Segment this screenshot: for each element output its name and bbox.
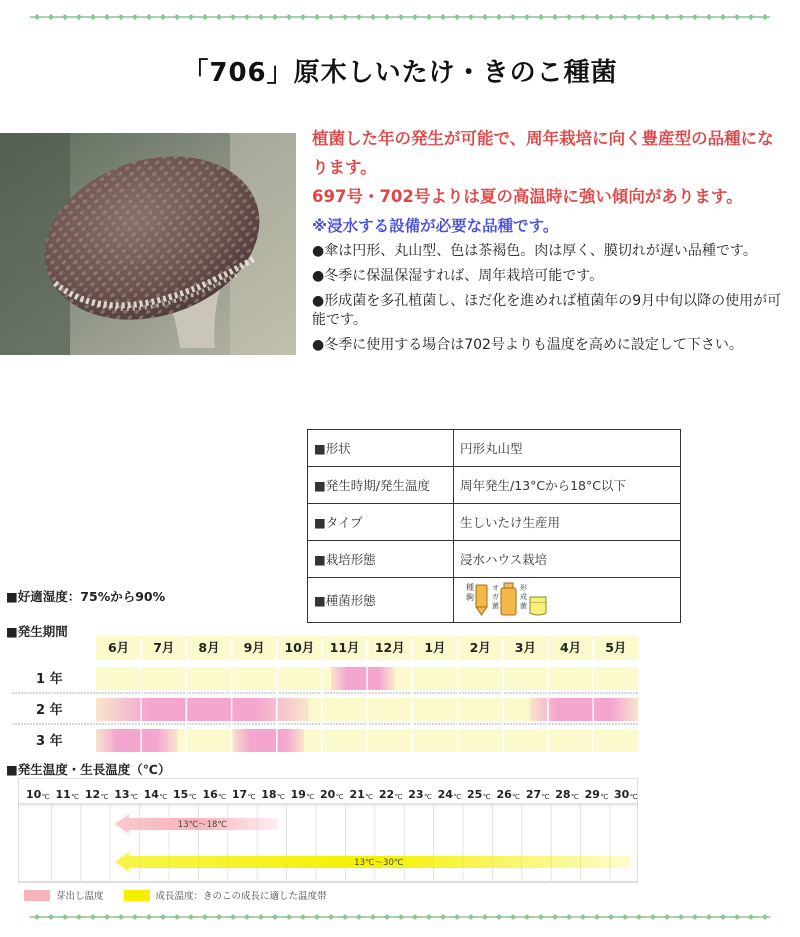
diamond-ornament	[482, 14, 488, 20]
svg-text:オ: オ	[492, 583, 499, 592]
diamond-ornament	[524, 14, 530, 20]
mushroom-photo	[0, 133, 296, 355]
month-label: 11月	[329, 640, 360, 655]
month-label: 6月	[107, 640, 130, 655]
temperature-unit: ℃	[41, 793, 50, 801]
diamond-ornament	[440, 14, 446, 20]
diamond-ornament	[636, 914, 642, 920]
feature-bullet: ●形成菌を多孔植菌し、ほだ化を進めれば植菌年の9月中旬以降の使用が可能です。	[312, 293, 782, 328]
temperature-unit: ℃	[276, 793, 285, 801]
diamond-ornament	[118, 914, 124, 920]
temperature-unit: ℃	[394, 793, 403, 801]
temperature-tick: 20	[320, 788, 336, 801]
diamond-ornament	[216, 14, 222, 20]
temperature-tick: 16	[202, 788, 218, 801]
range-label: 13℃〜18℃	[177, 820, 228, 830]
table-row	[308, 467, 681, 504]
diamond-ornament	[230, 14, 236, 20]
temperature-tick: 27	[525, 788, 542, 801]
diamond-ornament	[594, 914, 600, 920]
diamond-ornament	[272, 914, 278, 920]
diamond-ornament	[230, 914, 236, 920]
diamond-ornament	[412, 14, 418, 20]
diamond-ornament	[580, 14, 586, 20]
range-label: 13℃〜30℃	[354, 858, 404, 868]
diamond-ornament	[468, 14, 474, 20]
diamond-ornament	[48, 14, 54, 20]
diamond-ornament	[734, 14, 740, 20]
spec-key: ■形状	[308, 430, 454, 467]
diamond-ornament	[524, 914, 530, 920]
diamond-ornament	[692, 14, 698, 20]
diamond-ornament	[174, 914, 180, 920]
page-title: 「706」原木しいたけ・きのこ種菌	[182, 58, 618, 88]
diamond-ornament	[468, 914, 474, 920]
diamond-ornament	[216, 914, 222, 920]
temperature-unit: ℃	[159, 793, 168, 801]
temperature-unit: ℃	[541, 793, 550, 801]
diamond-ornament	[510, 14, 516, 20]
diamond-ornament	[34, 14, 40, 20]
svg-text:種: 種	[466, 582, 474, 592]
diamond-ornament	[188, 14, 194, 20]
diamond-ornament	[398, 14, 404, 20]
temperature-tick: 29	[584, 788, 600, 801]
decorative-border-bottom	[30, 912, 770, 922]
diamond-ornament	[510, 914, 516, 920]
temperature-unit: ℃	[100, 793, 109, 801]
temperature-unit: ℃	[129, 793, 138, 801]
diamond-ornament	[328, 914, 334, 920]
temperature-unit: ℃	[600, 793, 609, 801]
feature-bullet: ●傘は円形、丸山型、色は茶褐色。肉は厚く、膜切れが遅い品種です。	[312, 243, 757, 259]
temperature-tick: 21	[349, 788, 365, 801]
diamond-ornament	[132, 914, 138, 920]
spec-value: 周年発生/13°Cから18°C以下	[454, 467, 681, 504]
spec-value: 浸水ハウス栽培	[454, 541, 681, 578]
temperature-tick: 17	[231, 788, 248, 801]
diamond-ornament	[286, 914, 292, 920]
legend-label: 芽出し温度	[56, 891, 104, 902]
temperature-section-label: ■発生温度・生長温度（℃）	[6, 762, 171, 777]
fruiting-period-bar	[530, 698, 638, 721]
diamond-ornament	[580, 914, 586, 920]
diamond-ornament	[678, 914, 684, 920]
diamond-ornament	[90, 14, 96, 20]
diamond-ornament	[160, 14, 166, 20]
temperature-tick: 28	[555, 788, 571, 801]
diamond-ornament	[370, 914, 376, 920]
feature-bullet: ●冬季に保温保湿すれば、周年栽培可能です。	[312, 268, 604, 284]
diamond-ornament	[706, 914, 712, 920]
temperature-unit: ℃	[71, 793, 80, 801]
diamond-ornament	[272, 14, 278, 20]
table-row	[308, 430, 681, 467]
diamond-ornament	[440, 914, 446, 920]
temperature-tick: 15	[173, 788, 189, 801]
diamond-ornament	[608, 14, 614, 20]
diamond-ornament	[76, 914, 82, 920]
temperature-tick: 13	[114, 788, 130, 801]
spec-key: ■栽培形態	[308, 541, 454, 578]
svg-text:駒: 駒	[466, 592, 474, 602]
diamond-ornament	[146, 14, 152, 20]
legend-swatch-fruiting	[24, 890, 50, 901]
diamond-ornament	[566, 14, 572, 20]
diamond-ornament	[76, 14, 82, 20]
diamond-ornament	[412, 914, 418, 920]
diamond-ornament	[706, 14, 712, 20]
spec-table	[307, 429, 681, 623]
diamond-ornament	[62, 914, 68, 920]
spec-value	[454, 578, 681, 623]
diamond-ornament	[244, 914, 250, 920]
description	[312, 124, 782, 355]
diamond-ornament	[720, 14, 726, 20]
spawn-form-icons	[460, 579, 570, 619]
spec-key: ■発生時期/発生温度	[308, 467, 454, 504]
temperature-unit: ℃	[423, 793, 432, 801]
diamond-ornament	[650, 914, 656, 920]
month-label: 4月	[559, 640, 582, 655]
spec-value: 生しいたけ生産用	[454, 504, 681, 541]
diamond-ornament	[370, 14, 376, 20]
diamond-ornament	[244, 14, 250, 20]
fruiting-period-chart	[12, 636, 640, 754]
diamond-ornament	[258, 14, 264, 20]
diamond-ornament	[384, 914, 390, 920]
svg-text:菌: 菌	[520, 601, 527, 610]
diamond-ornament	[538, 914, 544, 920]
month-label: 8月	[198, 640, 220, 655]
temperature-tick: 25	[467, 788, 483, 801]
diamond-ornament	[454, 914, 460, 920]
temperature-legend	[24, 888, 327, 902]
table-row	[308, 504, 681, 541]
decorative-border-top	[30, 12, 770, 22]
diamond-ornament	[62, 14, 68, 20]
diamond-ornament	[132, 14, 138, 20]
temperature-tick: 26	[496, 788, 512, 801]
temperature-tick: 12	[84, 788, 101, 801]
temperature-unit: ℃	[218, 793, 227, 801]
diamond-ornament	[608, 914, 614, 920]
diamond-ornament	[622, 914, 628, 920]
month-label: 10月	[284, 640, 315, 655]
diamond-ornament	[104, 14, 110, 20]
diamond-ornament	[720, 914, 726, 920]
month-label: 5月	[605, 640, 627, 655]
diamond-ornament	[314, 914, 320, 920]
temperature-unit: ℃	[453, 793, 462, 801]
temperature-unit: ℃	[570, 793, 579, 801]
diamond-ornament	[678, 14, 684, 20]
temperature-unit: ℃	[335, 793, 344, 801]
diamond-ornament	[314, 14, 320, 20]
temperature-tick: 14	[143, 788, 159, 801]
diamond-ornament	[104, 914, 110, 920]
diamond-ornament	[202, 914, 208, 920]
legend-swatch-growth	[124, 890, 150, 901]
diamond-ornament	[356, 914, 362, 920]
svg-text:ガ: ガ	[492, 592, 499, 601]
diamond-ornament	[762, 14, 768, 20]
diamond-ornament	[566, 914, 572, 920]
year-label: 2 年	[36, 703, 63, 718]
year-label: 1 年	[36, 672, 63, 687]
diamond-ornament	[748, 914, 754, 920]
temperature-tick: 22	[378, 788, 395, 801]
diamond-ornament	[454, 14, 460, 20]
diamond-ornament	[90, 914, 96, 920]
temperature-tick: 19	[290, 788, 306, 801]
diamond-ornament	[384, 14, 390, 20]
temperature-tick: 24	[437, 788, 453, 801]
diamond-ornament	[426, 914, 432, 920]
diamond-ornament	[664, 14, 670, 20]
diamond-ornament	[748, 14, 754, 20]
table-row	[308, 541, 681, 578]
diamond-ornament	[664, 914, 670, 920]
temperature-tick: 10	[26, 788, 42, 801]
diamond-ornament	[258, 914, 264, 920]
temperature-tick: 30	[614, 788, 630, 801]
diamond-ornament	[160, 914, 166, 920]
diamond-ornament	[482, 914, 488, 920]
diamond-ornament	[552, 914, 558, 920]
diamond-ornament	[692, 914, 698, 920]
diamond-ornament	[426, 14, 432, 20]
table-row	[308, 578, 681, 623]
temperature-tick: 23	[408, 788, 424, 801]
diamond-ornament	[300, 914, 306, 920]
diamond-ornament	[300, 14, 306, 20]
temperature-unit: ℃	[365, 793, 374, 801]
diamond-ornament	[636, 14, 642, 20]
diamond-ornament	[118, 14, 124, 20]
suitable-humidity: ■好適湿度：75%から90%	[6, 589, 166, 604]
spec-key: ■種菌形態	[308, 578, 454, 623]
temperature-unit: ℃	[482, 793, 491, 801]
diamond-ornament	[734, 914, 740, 920]
temperature-unit: ℃	[247, 793, 256, 801]
diamond-ornament	[342, 914, 348, 920]
fruiting-period-bar	[96, 729, 177, 752]
year-label: 3 年	[36, 734, 63, 749]
temperature-tick: 18	[261, 788, 277, 801]
diamond-ornament	[48, 914, 54, 920]
svg-text:形: 形	[520, 583, 527, 592]
notice-line: ※浸水する設備が必要な品種です。	[312, 217, 559, 235]
temperature-unit: ℃	[188, 793, 197, 801]
month-label: 9月	[243, 640, 265, 655]
spec-value: 円形丸山型	[454, 430, 681, 467]
month-label: 7月	[153, 640, 175, 655]
diamond-ornament	[552, 14, 558, 20]
month-label: 2月	[469, 640, 491, 655]
diamond-ornament	[202, 14, 208, 20]
fruiting-period-bar	[232, 729, 304, 752]
diamond-ornament	[188, 914, 194, 920]
description-line: 697号・702号よりは夏の高温時に強い傾向があります。	[312, 187, 743, 206]
temperature-unit: ℃	[306, 793, 315, 801]
diamond-ornament	[328, 14, 334, 20]
temperature-unit: ℃	[512, 793, 521, 801]
legend-label: 成長温度：きのこの成長に適した温度帯	[155, 891, 327, 902]
period-section-label: ■発生期間	[6, 624, 68, 639]
diamond-ornament	[146, 914, 152, 920]
diamond-ornament	[622, 14, 628, 20]
month-label: 3月	[514, 640, 537, 655]
temperature-tick: 11	[55, 788, 71, 801]
diamond-ornament	[762, 914, 768, 920]
fruiting-period-bar	[331, 667, 394, 690]
diamond-ornament	[342, 14, 348, 20]
svg-text:菌: 菌	[492, 601, 499, 610]
diamond-ornament	[496, 914, 502, 920]
svg-text:成: 成	[520, 592, 527, 601]
diamond-ornament	[538, 14, 544, 20]
temperature-unit: ℃	[629, 793, 638, 801]
diamond-ornament	[356, 14, 362, 20]
spec-key: ■タイプ	[308, 504, 454, 541]
description-line: 植菌した年の発生が可能で、周年栽培に向く豊産型の品種になります。	[312, 129, 774, 177]
diamond-ornament	[286, 14, 292, 20]
diamond-ornament	[650, 14, 656, 20]
diamond-ornament	[496, 14, 502, 20]
diamond-ornament	[34, 914, 40, 920]
month-label: 1月	[424, 640, 446, 655]
diamond-ornament	[398, 914, 404, 920]
feature-bullet: ●冬季に使用する場合は702号よりも温度を高めに設定して下さい。	[312, 337, 743, 353]
diamond-ornament	[594, 14, 600, 20]
month-label: 12月	[374, 640, 405, 655]
diamond-ornament	[174, 14, 180, 20]
